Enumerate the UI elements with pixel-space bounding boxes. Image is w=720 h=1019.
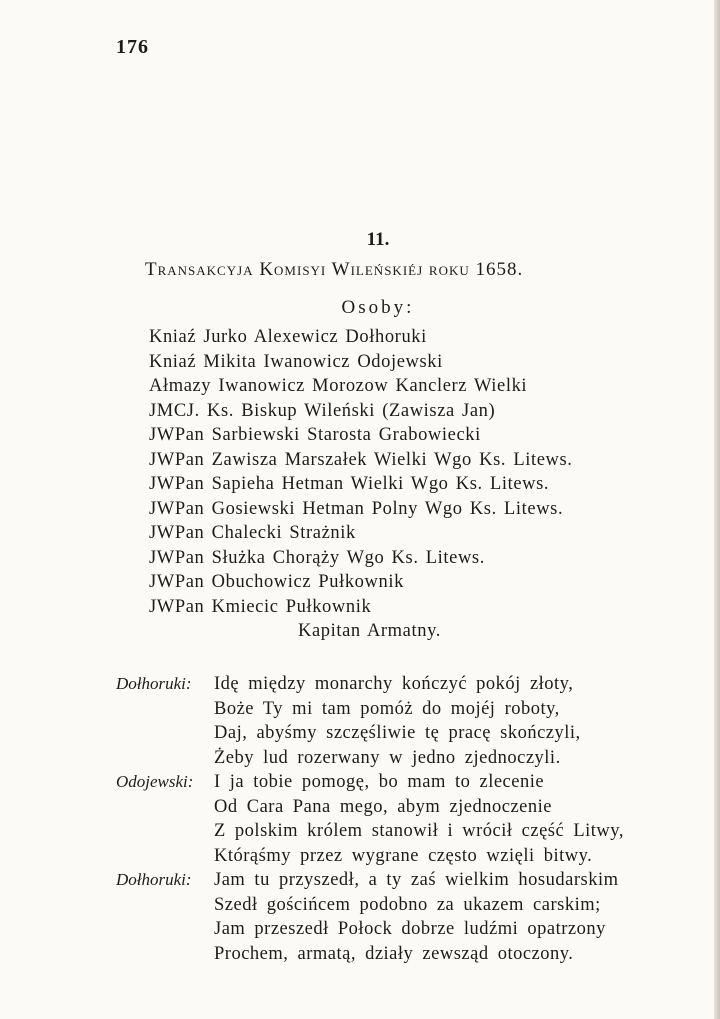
speech-block (0, 672, 720, 770)
section-title: Transakcyja Komisyi Wileńskiéj roku 1658. (145, 259, 524, 280)
speaker-name: Dołhoruki: (116, 870, 192, 889)
speaker-name: Odojewski: (116, 772, 194, 791)
verse-line: Jam przeszedł Połock dobrze ludźmi opatrzony (214, 919, 606, 939)
verse-line: Prochem, armatą, działy zewsząd otoczony. (214, 943, 574, 964)
speech-block (0, 770, 720, 868)
person-item: JWPan Obuchowicz Pułkownik (149, 572, 404, 592)
person-item: JWPan Gosiewski Hetman Polny Wgo Ks. Litews. (149, 498, 564, 519)
speech-block (0, 868, 720, 966)
person-item-last: Kapitan Armatny. (298, 621, 441, 641)
persons-heading: Osoby: (341, 297, 415, 318)
person-item: Ałmazy Iwanowicz Morozow Kanclerz Wielki (149, 376, 528, 396)
verse-line: Żeby lud rozerwany w jedno zjednoczyli. (214, 747, 561, 768)
person-item: JMCJ. Ks. Biskup Wileński (Zawisza Jan) (149, 400, 496, 421)
dialogue (0, 672, 720, 966)
persons-list (149, 325, 573, 644)
verse-lines (214, 868, 720, 966)
verse-line: Którąśmy przez wygrane często wzięli bitwy. (214, 845, 593, 866)
verse-lines (214, 770, 720, 868)
page-number: 176 (116, 36, 149, 58)
person-item: JWPan Sarbiewski Starosta Grabowiecki (149, 425, 481, 445)
person-item: JWPan Kmiecic Pułkownik (149, 596, 372, 617)
verse-line: Jam tu przyszedł, a ty zaś wielkim hosudarskim (214, 870, 619, 890)
verse-line: Z polskim królem stanowił i wrócił część Litwy, (214, 821, 624, 841)
speaker-name: Dołhoruki: (116, 674, 192, 693)
person-item: Kniaź Jurko Alexewicz Dołhoruki (149, 327, 427, 347)
verse-line: Daj, abyśmy szczęśliwie tę pracę skończyli, (214, 723, 581, 743)
verse-lines (214, 672, 720, 770)
verse-line: Szedł gościńcem podobno za ukazem carskim; (214, 894, 601, 915)
section-number: 11. (366, 229, 390, 250)
person-item: JWPan Służka Chorąży Wgo Ks. Litews. (149, 547, 485, 568)
verse-line: Od Cara Pana mego, abym zjednoczenie (214, 796, 552, 817)
person-item: JWPan Chalecki Strażnik (149, 523, 356, 543)
verse-line: Idę między monarchy kończyć pokój złoty, (214, 674, 574, 694)
person-item: JWPan Sapieha Hetman Wielki Wgo Ks. Litews. (149, 474, 550, 494)
verse-line: I ja tobie pomogę, bo mam to zlecenie (214, 772, 545, 792)
verse-line: Boże Ty mi tam pomóż do mojéj roboty, (214, 698, 560, 719)
person-item: JWPan Zawisza Marszałek Wielki Wgo Ks. Litews. (149, 449, 573, 470)
person-item: Kniaź Mikita Iwanowicz Odojewski (149, 351, 443, 372)
